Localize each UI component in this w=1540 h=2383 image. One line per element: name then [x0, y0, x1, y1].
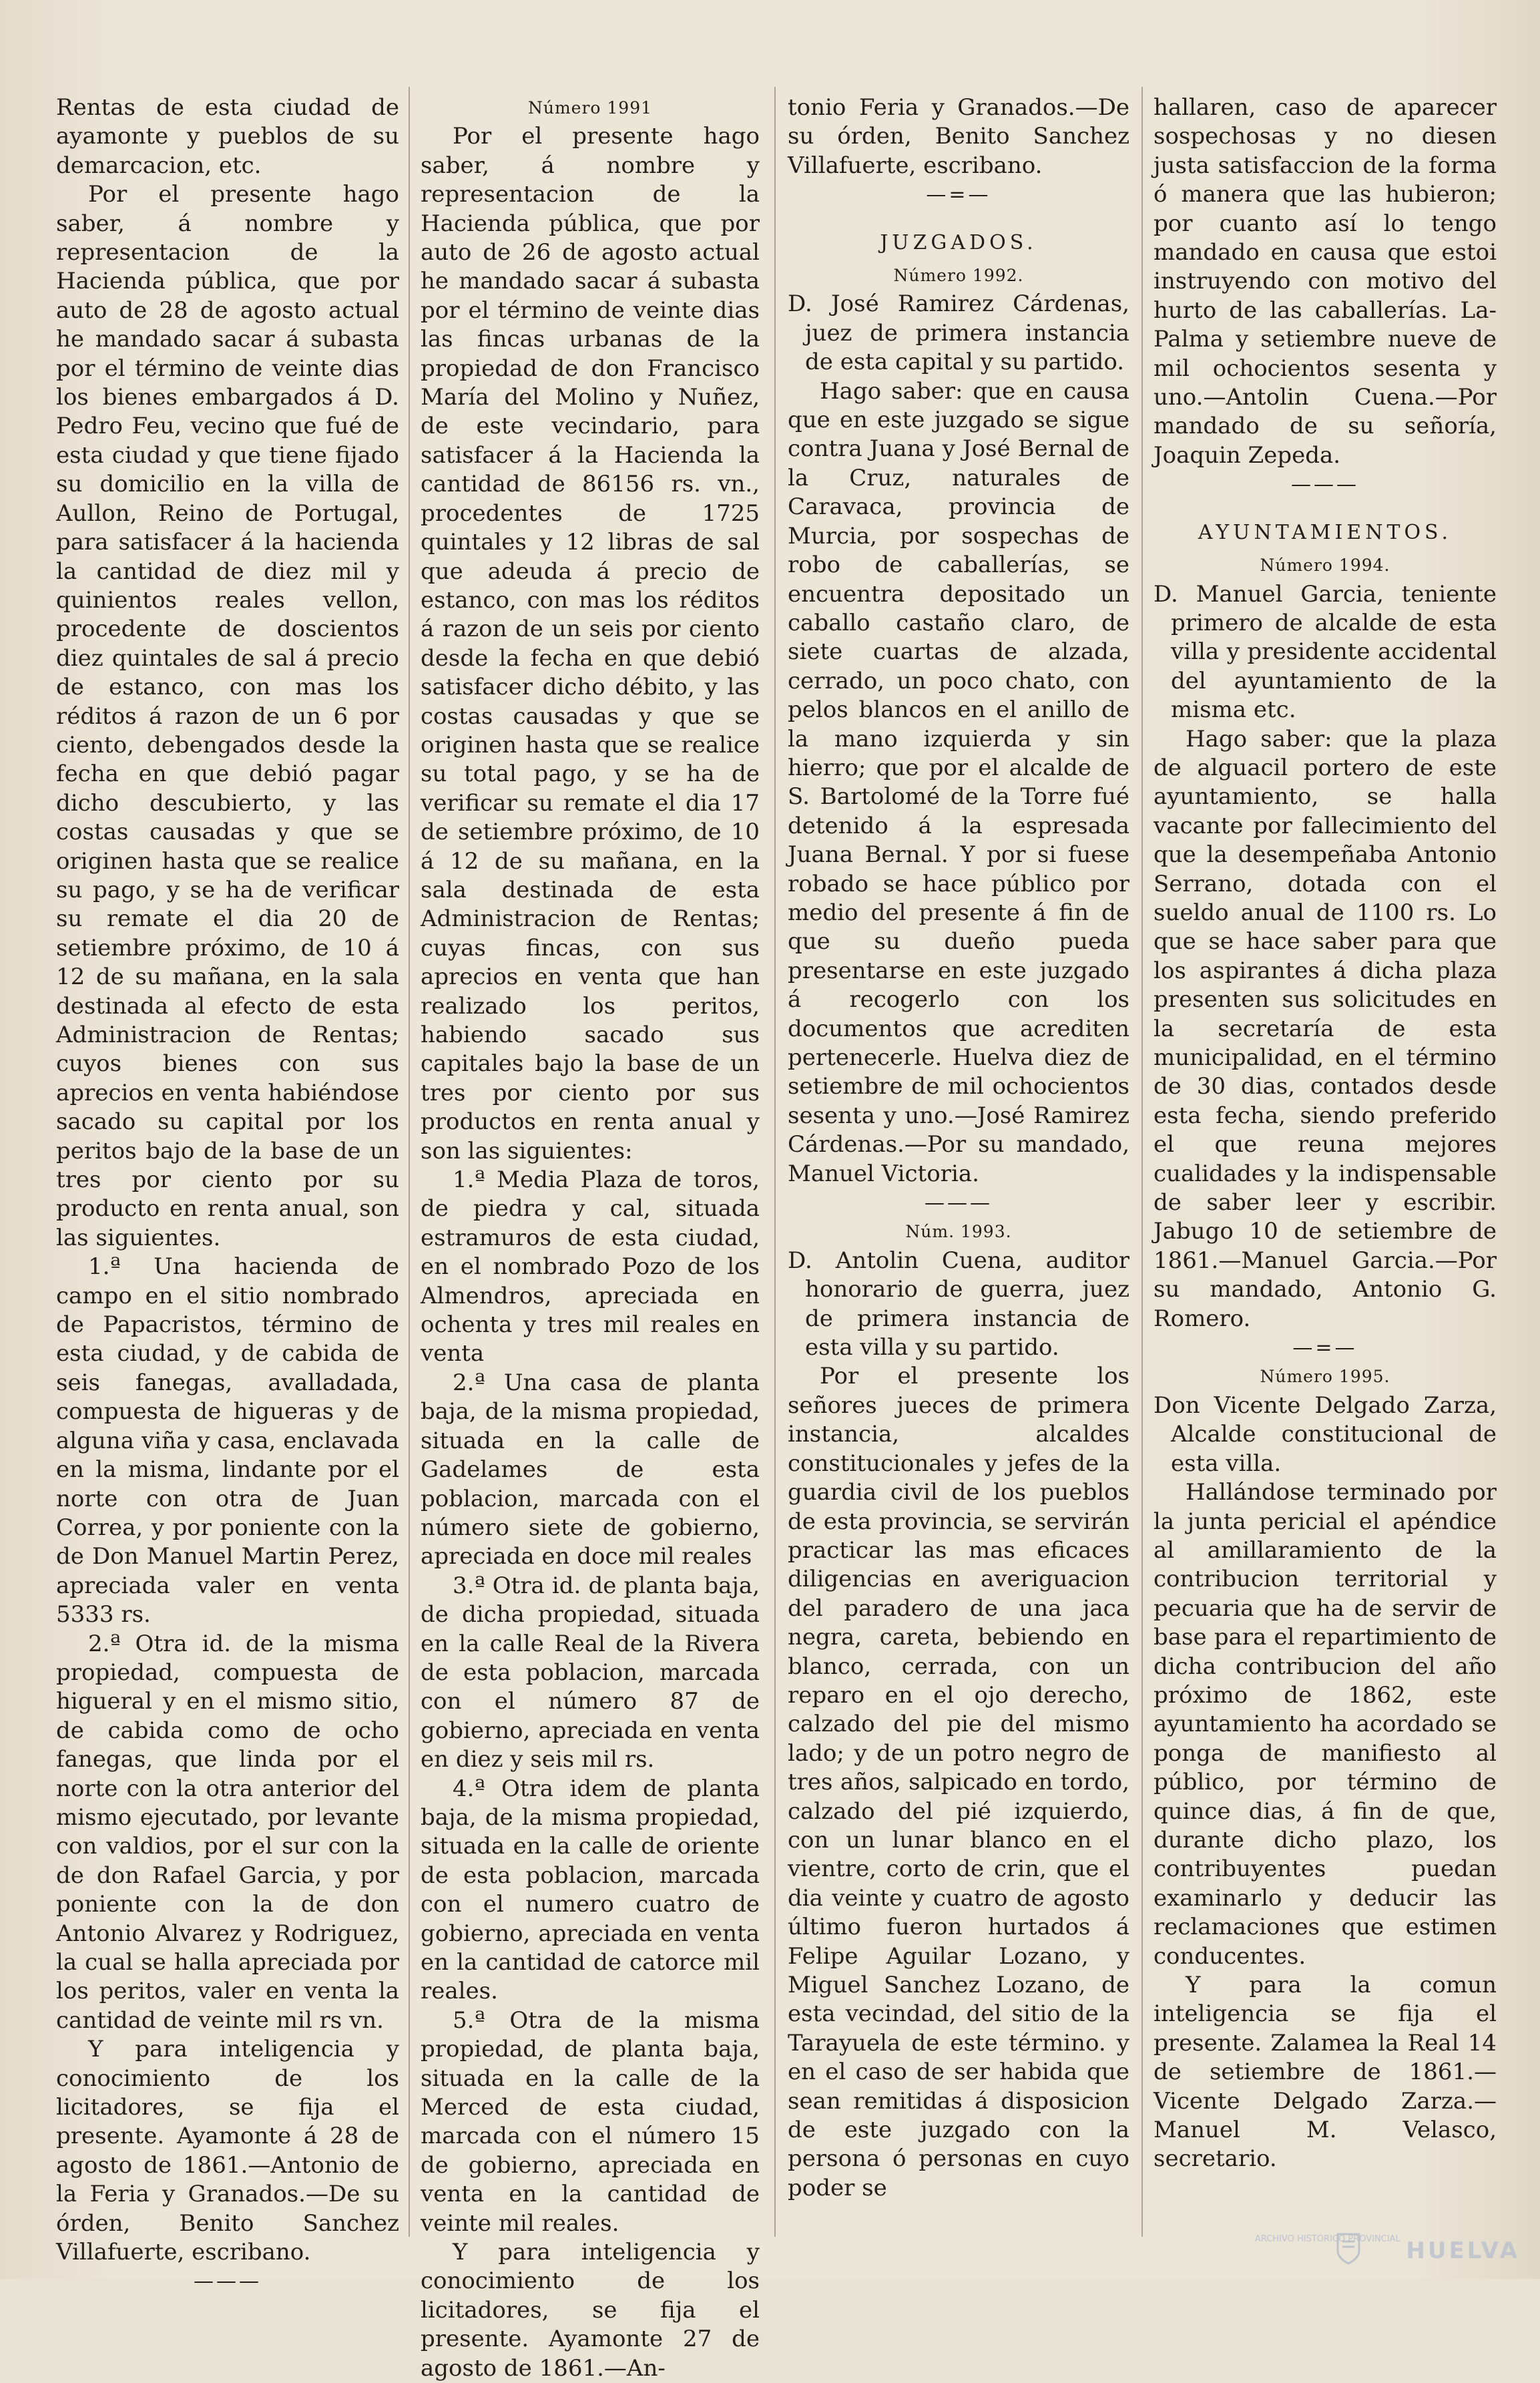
divider: ———	[925, 1191, 993, 1215]
archive-watermark-caption: ARCHIVO HISTÓRICO PROVINCIAL	[1255, 2234, 1400, 2244]
notice-number-1993: Núm. 1993.	[905, 1222, 1012, 1242]
column2-item-2: 2.ª Una casa de planta baja, de la misma propiedad, situada en la calle de Gadelames de esta poblacion, marcada con el número siete de gobierno, apreciada en doce mil reales	[421, 1369, 760, 1570]
notice-number-1991: Número 1991	[527, 98, 653, 118]
judge-title-1992: D. José Ramirez Cárdenas, juez de primera instancia de esta capital y su partido.	[788, 290, 1129, 376]
notice-number-1994: Número 1994.	[1260, 556, 1390, 576]
column4-continuation: hallaren, caso de aparecer sospechosas y no diesen justa satisfaccion de la forma ó manera que las hubieron; por cuanto así lo tengo mandado en causa que estoi instruyendo con motivo del hurto de las caballerías. La-Palma y setiembre nueve de mil ochocientos sesenta y uno.—Antolin Cuena.—Por mandado de su señoría, Joaquin Zepeda.	[1153, 94, 1497, 469]
column-rule	[774, 87, 776, 2237]
notice-number-1992: Número 1992.	[893, 266, 1024, 286]
divider: —=—	[926, 183, 991, 207]
column-2	[421, 93, 760, 2383]
divider: ———	[1291, 473, 1359, 497]
official-title-1995: Don Vicente Delgado Zarza, Alcalde constitucional de esta villa.	[1153, 1391, 1497, 1477]
section-title-ayuntamientos: AYUNTAMIENTOS.	[1198, 520, 1453, 544]
column4-closing: Y para la comun inteligencia se fija el presente. Zalamea la Real 14 de setiembre de 1861.—Vicente Delgado Zarza.—Manuel M. Velasco, secretario.	[1153, 1972, 1497, 2173]
judge-title-1993: D. Antolin Cuena, auditor honorario de guerra, juez de primera instancia de esta villa y su partido.	[788, 1247, 1129, 1361]
column-4	[1153, 93, 1497, 2174]
divider: ———	[194, 2269, 262, 2294]
column1-intro: Rentas de esta ciudad de ayamonte y pueblos de su demarcacion, etc.	[56, 94, 399, 179]
notice-body-1995: Hallándose terminado por la junta pericial el apéndice al amillaramiento de la contribucion territorial y pecuaria que ha de servir de base para el repartimiento de dicha contribucion del año próximo de 1862, este ayuntamiento ha acordado se ponga de manifiesto al público, por término de quince dias, á fin de que, durante dicho plazo, los contribuyentes puedan examinarlo y deducir las reclamaciones que estimen conducentes.	[1153, 1479, 1497, 1970]
column-3	[788, 93, 1129, 2203]
column2-item-5: 5.ª Otra de la misma propiedad, de planta baja, situada en la calle de la Merced de esta ciudad, marcada con el número 15 de gobierno, apreciada en venta en la cantidad de veinte mil reales.	[421, 2006, 760, 2237]
official-title-1994: D. Manuel Garcia, teniente primero de alcalde de esta villa y presidente accidental del ayuntamiento de la misma etc.	[1153, 580, 1497, 724]
column2-item-3: 3.ª Otra id. de planta baja, de dicha propiedad, situada en la calle Real de la Rivera de esta poblacion, marcada con el número 87 de gobierno, apreciada en venta en diez y seis mil rs.	[421, 1572, 760, 1773]
archive-watermark: HUELVA	[1406, 2237, 1520, 2264]
column1-item-1: 1.ª Una hacienda de campo en el sitio nombrado de Papacristos, término de esta ciudad, y de cabida de seis fanegas, avalladada, compuesta de higueras y de alguna viña y casa, enclavada en la misma, lindante por el norte con otra de Juan Correa, y por poniente con la de Don Manuel Martin Perez, apreciada valer en venta 5333 rs.	[56, 1253, 399, 1629]
notice-number-1995: Número 1995.	[1260, 1367, 1390, 1387]
column1-item-2: 2.ª Otra id. de la misma propiedad, compuesta de higueral y en el mismo sitio, de cabida como de ocho fanegas, que linda por el norte con la otra anterior del mismo ejecutado, por levante con valdios, por el sur con la de don Rafael Garcia, y por poniente con la de don Antonio Alvarez y Rodriguez, la cual se halla apreciada por los peritos, valer en venta la cantidad de veinte mil rs vn.	[56, 1630, 399, 2034]
column3-continuation: tonio Feria y Granados.—De su órden, Benito Sanchez Villafuerte, escribano.	[788, 94, 1129, 179]
column-rule	[409, 87, 410, 2237]
column1-closing: Y para inteligencia y conocimiento de los licitadores, se fija el presente. Ayamonte á 28 de agosto de 1861.—Antonio de la Feria y Granados.—De su órden, Benito Sanchez Villafuerte, escribano.	[56, 2036, 399, 2266]
section-title-juzgados: JUZGADOS.	[880, 230, 1037, 254]
column2-body: Por el presente hago saber, á nombre y representacion de la Hacienda pública, que por auto de 26 de agosto actual he mandado sacar á subasta por el término de veinte dias las fincas urbanas de la propiedad de don Francisco María del Molino y Nuñez, de este vecindario, para satisfacer á la Hacienda la cantidad de 86156 rs. vn., procedentes de 1725 quintales y 12 libras de sal que adeuda á precio de estanco, con mas los réditos á razon de un seis por ciento desde la fecha en que debió satisfacer dicho débito, y las costas causadas y que se originen hasta que se realice su total pago, y se ha de verificar su remate el dia 17 de setiembre próximo, de 10 á 12 de su mañana, en la sala destinada de esta Administracion de Rentas; cuyas fincas, con sus aprecios en venta que han realizado los peritos, habiendo sacado sus capitales bajo la base de un tres por ciento por sus productos en renta anual y son las siguientes:	[421, 123, 760, 1164]
column1-body: Por el presente hago saber, á nombre y representacion de la Hacienda pública, que por auto de 28 de agosto actual he mandado sacar á subasta por el término de veinte dias los bienes embargados á D. Pedro Feu, vecino que fué de esta ciudad y que tiene fijado su domicilio en la villa de Aullon, Reino de Portugal, para satisfacer á la hacienda la cantidad de diez mil y quinientos reales vellon, procedente de doscientos diez quintales de sal á precio de estanco, con mas los réditos á razon de un 6 por ciento, debengados desde la fecha en que debió pagar dicho descubierto, y las costas causadas y que se originen hasta que se realice su pago, y se ha de verificar su remate el dia 20 de setiembre próximo, de 10 á 12 de su mañana, en la sala destinada al efecto de esta Administracion de Rentas; cuyos bienes con sus aprecios en venta habiéndose sacado su capital por los peritos bajo de la base de un tres por ciento por su producto en renta anual, son las siguientes.	[56, 181, 399, 1251]
notice-body-1994: Hago saber: que la plaza de alguacil portero de este ayuntamiento, se halla vacante por fallecimiento del que la desempeñaba Antonio Serrano, dotada con el sueldo anual de 1100 rs. Lo que se hace saber para que los aspirantes á dicha plaza presenten sus solicitudes en la secretaría de esta municipalidad, en el término de 30 dias, contados desde esta fecha, siendo preferido el que reuna mejores cualidades y la indispensable de saber leer y escribir. Jabugo 10 de setiembre de 1861.—Manuel Garcia.—Por su mandado, Antonio G. Romero.	[1153, 725, 1497, 1332]
column-1	[56, 93, 399, 2296]
column2-closing: Y para inteligencia y conocimiento de los licitadores, se fija el presente. Ayamonte 27 de agosto de 1861.—An-	[421, 2239, 760, 2382]
divider: —=—	[1292, 1336, 1358, 1360]
notice-body-1992: Hago saber: que en causa que en este juzgado se sigue contra Juana y José Bernal de la Cruz, naturales de Caravaca, provincia de Murcia, por sospechas de robo de caballerías, se encuentra depositado un caballo castaño claro, de siete cuartas de alzada, cerrado, un poco chato, con pelos blancos en el anillo de la mano izquierda y sin hierro; que por el alcalde de S. Bartolomé de la Torre fué detenido á la espresada Juana Bernal. Y por si fuese robado se hace público por medio del presente á fin de que su dueño pueda presentarse en este juzgado á recogerlo con los documentos que acrediten pertenecerle. Huelva diez de setiembre de mil ochocientos sesenta y uno.—José Ramirez Cárdenas.—Por su mandado, Manuel Victoria.	[788, 377, 1129, 1187]
column-rule	[1141, 87, 1143, 2237]
column2-item-1: 1.ª Media Plaza de toros, de piedra y cal, situada estramuros de esta ciudad, en el nombrado Pozo de los Almendros, apreciada en ochenta y tres mil reales en venta	[421, 1166, 760, 1367]
column2-item-4: 4.ª Otra idem de planta baja, de la misma propiedad, situada en la calle de oriente de esta poblacion, marcada con el numero cuatro de gobierno, apreciada en venta en la cantidad de catorce mil reales.	[421, 1775, 760, 2005]
notice-body-1993: Por el presente los señores jueces de primera instancia, alcaldes constitucionales y jefes de la guardia civil de los pueblos de esta provincia, se servirán practicar las mas eficaces diligencias en averiguacion del paradero de una jaca negra, careta, bebiendo en blanco, cerrada, con un reparo en el ojo derecho, calzado del pie del mismo lado; y de un potro negro de tres años, salpicado en tordo, calzado del pié izquierdo, con un lunar blanco en el vientre, corto de crin, que el dia veinte y cuatro de agosto último fueron hurtados á Felipe Aguilar Lozano, y Miguel Sanchez Lozano, de esta vecindad, del sitio de la Tarayuela de este término. y en el caso de ser habida que sean remitidas á disposicion de este juzgado con la persona ó personas en cuyo poder se	[788, 1363, 1129, 2201]
